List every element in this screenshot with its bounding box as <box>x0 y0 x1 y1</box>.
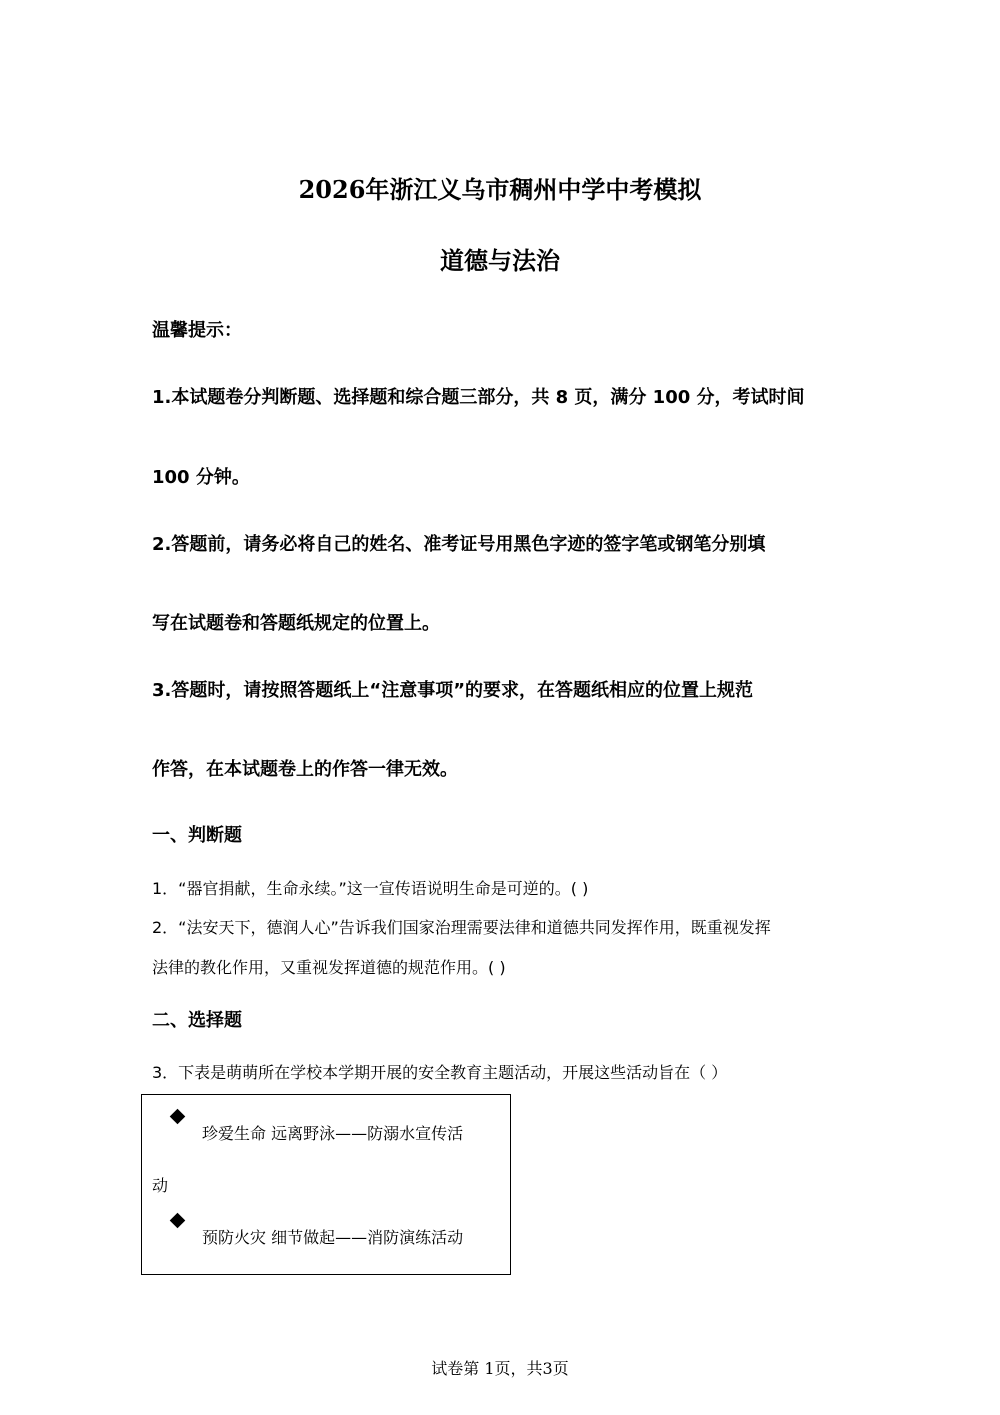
section-heading-choice: 二、选择题 <box>152 1010 242 1031</box>
question-2-line1: 2．“法安天下，德润人心”告诉我们国家治理需要法律和道德共同发挥作用，既重视发挥 <box>152 918 771 937</box>
question-3: 3．下表是萌萌所在学校本学期开展的安全教育主题活动，开展这些活动旨在（ ） <box>152 1063 728 1082</box>
exam-title: 2026年浙江义乌市稠州中学中考模拟 <box>298 175 702 204</box>
tip-line: 100 分钟。 <box>152 467 250 488</box>
tips-heading: 温馨提示： <box>152 320 242 341</box>
activity-item-1: 珍爱生命 远离野泳——防溺水宣传活 <box>202 1124 464 1143</box>
activity-table <box>141 1094 511 1275</box>
activity-item-1-wrap: 动 <box>152 1176 169 1195</box>
diamond-bullet-icon <box>170 1213 186 1229</box>
section-heading-judgment: 一、判断题 <box>152 825 242 846</box>
tip-line: 1.本试题卷分判断题、选择题和综合题三部分，共 8 页，满分 100 分，考试时间 <box>152 387 805 408</box>
activity-item-2: 预防火灾 细节做起——消防演练活动 <box>202 1228 464 1247</box>
tip-line: 3.答题时，请按照答题纸上“注意事项”的要求，在答题纸相应的位置上规范 <box>152 680 754 701</box>
diamond-bullet-icon <box>170 1109 186 1125</box>
page-footer: 试卷第 1页，共3页 <box>431 1359 569 1378</box>
tip-line: 作答，在本试题卷上的作答一律无效。 <box>152 759 458 780</box>
subject-title: 道德与法治 <box>440 246 560 275</box>
question-1: 1．“器官捐献，生命永续。”这一宣传语说明生命是可逆的。( ) <box>152 879 589 898</box>
tip-line: 写在试题卷和答题纸规定的位置上。 <box>152 613 440 634</box>
tip-line: 2.答题前，请务必将自己的姓名、准考证号用黑色字迹的签字笔或钢笔分别填 <box>152 534 766 555</box>
question-2-line2: 法律的教化作用，又重视发挥道德的规范作用。( ) <box>152 958 506 977</box>
